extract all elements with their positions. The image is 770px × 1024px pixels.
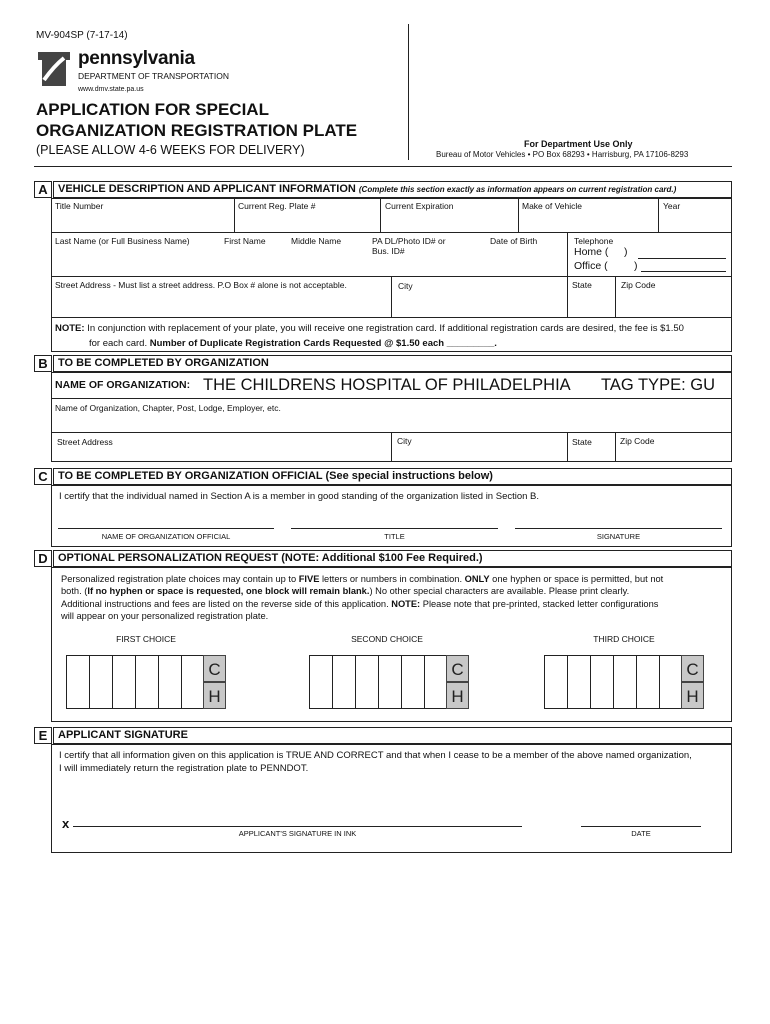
instr-bold: ONLY	[464, 574, 490, 584]
plate-cell-divider	[332, 656, 333, 708]
applicant-signature-input[interactable]	[73, 826, 522, 827]
col-divider	[518, 198, 519, 232]
note-line2: for each card.	[89, 338, 150, 349]
third-choice-stack-bottom: H	[681, 682, 704, 709]
org-name-label: NAME OF ORGANIZATION:	[55, 379, 191, 391]
instr-text: Personalized registration plate choices may contain up to	[61, 574, 299, 584]
first-choice-stack-bottom: H	[203, 682, 226, 709]
office-phone-input[interactable]	[641, 271, 726, 272]
section-e-letter: E	[34, 727, 52, 744]
org-official-name-input[interactable]	[58, 528, 274, 529]
plate-cell-divider	[424, 656, 425, 708]
section-c-title: TO BE COMPLETED BY ORGANIZATION OFFICIAL (See special instructions below)	[53, 468, 732, 485]
plate-cell-divider	[636, 656, 637, 708]
org-official-name-label: NAME OF ORGANIZATION OFFICIAL	[101, 532, 231, 541]
org-name-value[interactable]: THE CHILDRENS HOSPITAL OF PHILADELPHIA	[203, 376, 571, 394]
state-name: pennsylvania	[78, 48, 195, 69]
org-official-title-input[interactable]	[291, 528, 498, 529]
office-phone-close: )	[634, 260, 638, 272]
section-a-note-line1	[55, 323, 684, 334]
last-name-field[interactable]: Last Name (or Full Business Name)	[55, 236, 190, 246]
instr-bold: FIVE	[298, 574, 320, 584]
second-choice-plate[interactable]	[309, 655, 469, 709]
note-text: In conjunction with replacement of your plate, you will receive one registration card. If additional registration cards are desired, the fee is $1.50	[84, 323, 684, 334]
keystone-logo-icon	[36, 50, 72, 88]
org-name-sublabel: Name of Organization, Chapter, Post, Lodge, Employer, etc.	[55, 403, 281, 413]
section-a-note: (Complete this section exactly as information appears on current registration card.)	[358, 185, 677, 194]
section-e-certify-line1: I certify that all information given on this application is TRUE AND CORRECT and that when I cease to be a member of the above named organization,	[59, 750, 692, 761]
col-divider	[391, 432, 392, 462]
instr-text: will appear on your personalized registration plate.	[61, 610, 269, 621]
plate-cell-divider	[158, 656, 159, 708]
col-divider	[615, 432, 616, 462]
tag-type-value: TAG TYPE: GU	[601, 376, 715, 394]
section-c-certify: I certify that the individual named in Section A is a member in good standing of the organization listed in Section B.	[59, 491, 540, 502]
city-field[interactable]: City	[398, 281, 413, 291]
plate-cell-divider	[613, 656, 614, 708]
plate-cell-divider	[590, 656, 591, 708]
section-a-heading: VEHICLE DESCRIPTION AND APPLICANT INFORMATION	[58, 183, 356, 195]
section-e-title: APPLICANT SIGNATURE	[53, 727, 732, 744]
col-divider	[658, 198, 659, 232]
section-d-title: OPTIONAL PERSONALIZATION REQUEST (NOTE: Additional $100 Fee Required.)	[53, 550, 732, 567]
section-c-letter: C	[34, 468, 52, 485]
form-code: MV-904SP (7-17-14)	[36, 30, 128, 41]
form-title-line1: APPLICATION FOR SPECIAL	[36, 100, 269, 119]
first-choice-label: FIRST CHOICE	[116, 634, 176, 644]
vehicle-year-field[interactable]: Year	[663, 201, 681, 211]
header-divider	[408, 24, 409, 160]
title-number-field[interactable]: Title Number	[55, 201, 104, 211]
section-a-title	[53, 181, 732, 198]
office-phone-label: Office (	[574, 260, 608, 272]
current-expiration-field[interactable]: Current Expiration	[385, 201, 454, 211]
section-d-letter: D	[34, 550, 52, 567]
org-official-signature-label: SIGNATURE	[596, 532, 641, 541]
telephone-label: Telephone	[574, 236, 614, 246]
plate-cell-divider	[401, 656, 402, 708]
row-divider	[51, 232, 732, 233]
second-choice-label: SECOND CHOICE	[351, 634, 423, 644]
row-divider	[51, 317, 732, 318]
instr-text: both. (	[61, 586, 88, 597]
col-divider	[567, 232, 568, 317]
instr-bold: NOTE:	[391, 598, 421, 609]
date-of-birth-field[interactable]: Date of Birth	[490, 236, 538, 246]
header-rule	[34, 166, 732, 167]
org-city-field[interactable]: City	[397, 436, 412, 446]
section-a-note-line2	[89, 338, 497, 349]
plate-cell-divider	[355, 656, 356, 708]
dept-use-address: Bureau of Motor Vehicles • PO Box 68293 • Harrisburg, PA 17106-8293	[436, 150, 689, 159]
bus-id-label: Bus. ID#	[372, 246, 405, 256]
first-choice-stack-top: C	[203, 655, 226, 682]
org-state-field[interactable]: State	[572, 437, 592, 447]
instr-text: Additional instructions and fees are listed on the reverse side of this application.	[61, 598, 392, 609]
third-choice-label: THIRD CHOICE	[593, 634, 655, 644]
department-name: DEPARTMENT OF TRANSPORTATION	[78, 71, 229, 81]
delivery-note: (PLEASE ALLOW 4-6 WEEKS FOR DELIVERY)	[36, 143, 305, 157]
plate-cell-divider	[378, 656, 379, 708]
col-divider	[380, 198, 381, 232]
plate-cell-divider	[135, 656, 136, 708]
instr-text: one hyphen or space is permitted, but not	[489, 574, 664, 584]
pa-dl-field[interactable]: PA DL/Photo ID# or	[372, 236, 446, 246]
instr-bold: If no hyphen or space is requested, one block will remain blank.	[87, 586, 370, 597]
plate-cell-divider	[659, 656, 660, 708]
instr-text: ) No other special characters are available. Please print clearly.	[369, 586, 630, 597]
col-divider	[391, 276, 392, 317]
signature-date-input[interactable]	[581, 826, 701, 827]
section-a-letter: A	[34, 181, 52, 198]
org-official-signature-input[interactable]	[515, 528, 722, 529]
duplicate-cards-field[interactable]: Number of Duplicate Registration Cards Requested @ $1.50 each _________.	[149, 338, 497, 349]
plate-cell-divider	[181, 656, 182, 708]
plate-cell-divider	[112, 656, 113, 708]
zip-field[interactable]: Zip Code	[621, 280, 656, 290]
vehicle-make-field[interactable]: Make of Vehicle	[522, 201, 583, 211]
street-address-field[interactable]: Street Address - Must list a street address. P.O Box # alone is not acceptable.	[55, 280, 347, 290]
second-choice-stack-top: C	[446, 655, 469, 682]
signature-x-mark: x	[62, 816, 70, 831]
section-e-certify-line2: I will immediately return the registration plate to PENNDOT.	[59, 763, 309, 774]
plate-cell-divider	[567, 656, 568, 708]
col-divider	[234, 198, 235, 232]
signature-date-label: DATE	[631, 829, 651, 838]
third-choice-plate[interactable]	[544, 655, 704, 709]
row-divider	[51, 398, 732, 399]
home-phone-close: )	[624, 246, 628, 258]
third-choice-stack-top: C	[681, 655, 704, 682]
org-official-title-label: TITLE	[384, 532, 405, 541]
current-plate-field[interactable]: Current Reg. Plate #	[238, 201, 316, 211]
first-choice-plate[interactable]	[66, 655, 226, 709]
form-title-line2: ORGANIZATION REGISTRATION PLATE	[36, 121, 358, 140]
instr-text: letters or numbers in combination.	[319, 574, 465, 584]
second-choice-stack-bottom: H	[446, 682, 469, 709]
state-field[interactable]: State	[572, 280, 592, 290]
home-phone-input[interactable]	[638, 258, 726, 259]
middle-name-field[interactable]: Middle Name	[291, 236, 342, 246]
instr-text: Please note that pre-printed, stacked letter configurations	[420, 598, 659, 609]
applicant-signature-label: APPLICANT'S SIGNATURE IN INK	[238, 829, 357, 838]
section-b-letter: B	[34, 355, 52, 372]
section-d-instructions	[61, 573, 663, 622]
section-b-title: TO BE COMPLETED BY ORGANIZATION	[53, 355, 732, 372]
org-street-field[interactable]: Street Address	[57, 437, 113, 447]
col-divider	[567, 432, 568, 462]
col-divider	[615, 276, 616, 317]
plate-cell-divider	[89, 656, 90, 708]
home-phone-label: Home (	[574, 246, 609, 258]
org-zip-field[interactable]: Zip Code	[620, 436, 655, 446]
website-link[interactable]: www.dmv.state.pa.us	[78, 86, 144, 93]
note-label: NOTE:	[55, 323, 85, 334]
first-name-field[interactable]: First Name	[224, 236, 266, 246]
dept-use-title: For Department Use Only	[524, 139, 633, 149]
